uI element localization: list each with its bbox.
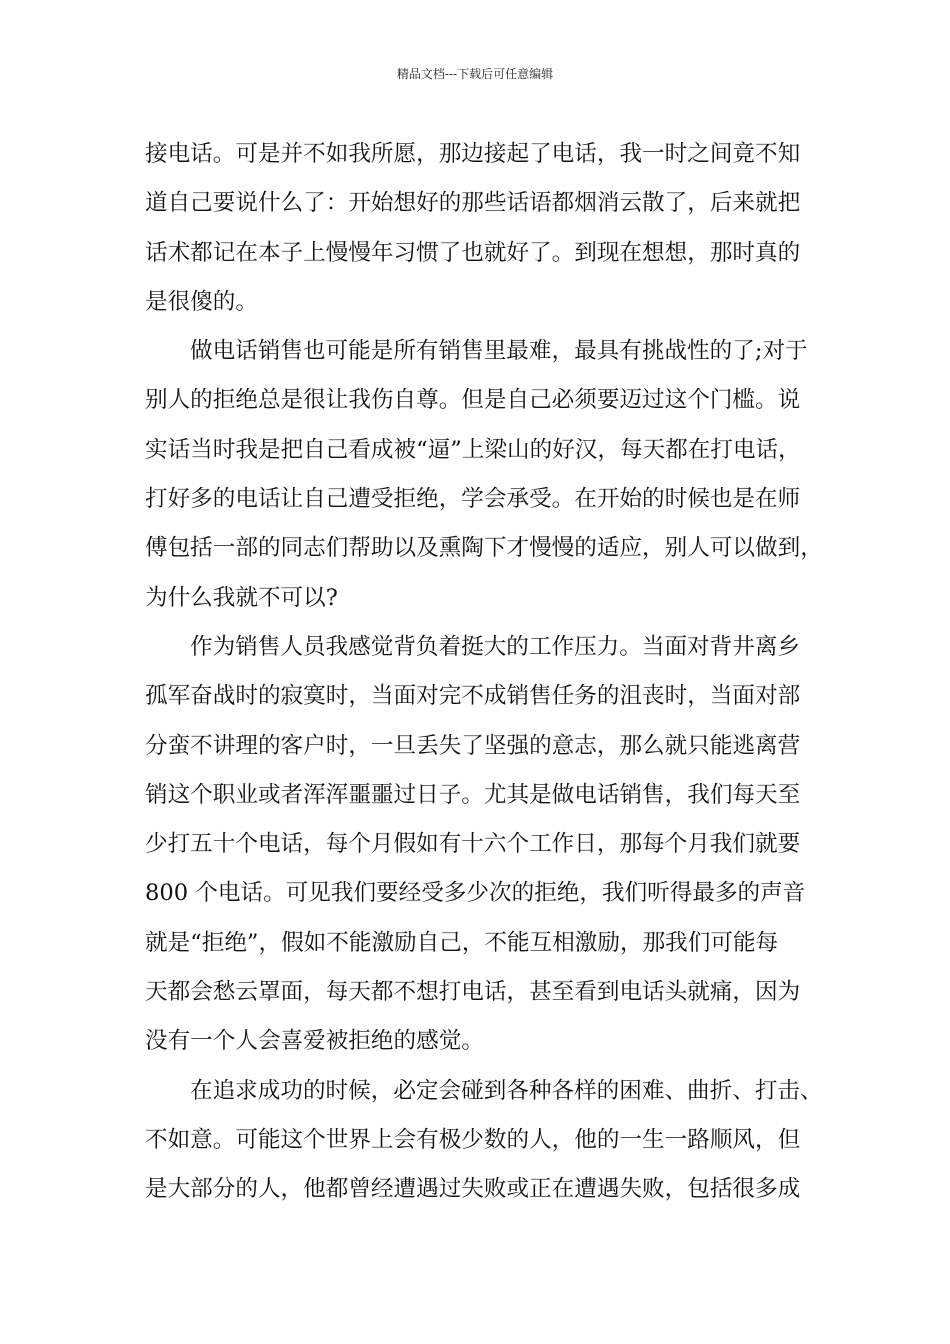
text-line: 是很傻的。 — [145, 288, 258, 315]
text-line: 就是“拒绝”，假如不能激励自己，不能互相激励，那我们可能每 — [145, 929, 779, 956]
paragraph-first-line: 做电话销售也可能是所有销售里最难，最具有挑战性的了;对于 — [190, 338, 808, 365]
text-line: 没有一个人会喜爱被拒绝的感觉。 — [145, 1028, 484, 1055]
text-line: 是大部分的人，他都曾经遭遇过失败或正在遭遇失败，包括很多成 — [145, 1176, 801, 1203]
text-line: 打好多的电话让自己遭受拒绝，学会承受。在开始的时候也是在师 — [145, 486, 801, 513]
text-line: 别人的拒绝总是很让我伤自尊。但是自己必须要迈过这个门槛。说 — [145, 387, 801, 414]
paragraph-first-line: 作为销售人员我感觉背负着挺大的工作压力。当面对背井离乡 — [190, 633, 801, 660]
paragraph-first-line: 在追求成功的时候，必定会碰到各种各样的困难、曲折、打击、 — [190, 1077, 823, 1104]
text-line: 800 个电话。可见我们要经受多少次的拒绝，我们听得最多的声音 — [145, 880, 806, 907]
text-line: 接电话。可是并不如我所愿，那边接起了电话，我一时之间竟不知 — [145, 141, 801, 167]
text-line: 孤军奋战时的寂寞时，当面对完不成销售任务的沮丧时，当面对部 — [145, 683, 801, 710]
document-body — [145, 131, 823, 1216]
text-line: 傅包括一部的同志们帮助以及熏陶下才慢慢的适应，别人可以做到， — [145, 535, 823, 562]
text-line: 分蛮不讲理的客户时，一旦丢失了坚强的意志，那么就只能逃离营 — [145, 732, 801, 759]
text-line: 为什么我就不可以? — [145, 584, 338, 611]
text-line: 天都会愁云罩面，每天都不想打电话，甚至看到电话头就痛，因为 — [145, 979, 801, 1006]
text-line: 道自己要说什么了：开始想好的那些话语都烟消云散了，后来就把 — [145, 190, 801, 217]
text-line: 实话当时我是把自己看成被“逼”上梁山的好汉，每天都在打电话， — [145, 436, 801, 463]
page-header: 精品文档---下载后可任意编辑 — [396, 67, 554, 81]
text-line: 不如意。可能这个世界上会有极少数的人，他的一生一路顺风，但 — [145, 1126, 801, 1153]
text-line: 销这个职业或者浑浑噩噩过日子。尤其是做电话销售，我们每天至 — [145, 781, 801, 808]
text-line: 话术都记在本子上慢慢年习惯了也就好了。到现在想想，那时真的 — [145, 239, 801, 266]
text-line: 少打五十个电话，每个月假如有十六个工作日，那每个月我们就要 — [145, 831, 801, 858]
